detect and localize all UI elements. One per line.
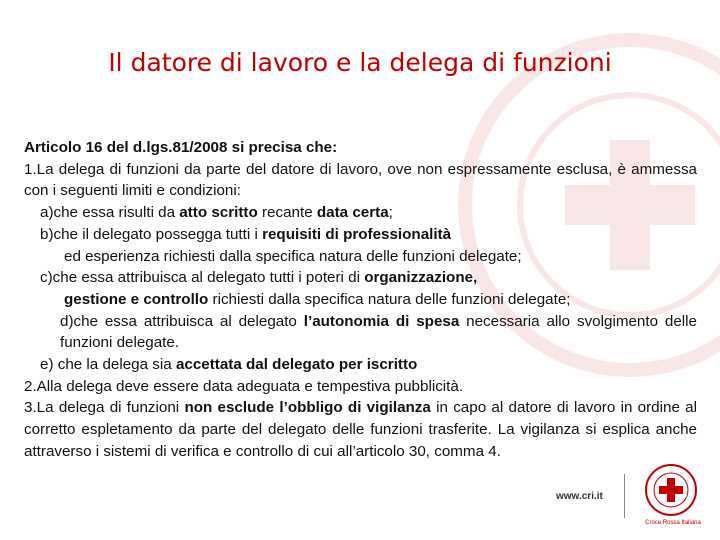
logo-caption: Croce Rossa Italiana [645,520,701,526]
condition-e: e) che la delega sia accettata dal delegato per iscritto [40,356,418,374]
paragraph-1: 1.La delega di funzioni da parte del datore di lavoro, ove non espressamente esclusa, è ammessa con i seguenti limiti e condizioni: [24,160,697,200]
slide-body [24,137,697,463]
footer-divider [624,474,625,518]
condition-b-continued: ed esperienza richiesti dalla specifica natura delle funzioni delegate; [64,247,522,265]
paragraph-3: 3.La delega di funzioni non esclude l’obbligo di vigilanza in capo al datore di lavoro in ordine al corretto espletamento da parte del delegato delle funzioni trasferite. La vigilanza si esplica anche attraverso i sistemi di verifica e controllo di cui all’articolo 30, comma 4. [24,399,697,460]
paragraph-2: 2.Alla delega deve essere data adeguata e tempestiva pubblicità. [24,377,464,395]
condition-c-continued: gestione e controllo richiesti dalla specifica natura delle funzioni delegate; [64,290,571,308]
footer-url-link[interactable]: www.cri.it [556,491,603,502]
condition-d: d)che essa attribuisca al delegato l’autonomia di spesa necessaria allo svolgimento delle funzioni delegate. [60,312,697,352]
article-heading: Articolo 16 del d.lgs.81/2008 si precisa che: [24,139,338,156]
condition-b: b)che il delegato possegga tutti i requisiti di professionalità [40,225,452,243]
red-cross-logo-icon [644,463,698,517]
condition-c: c)che essa attribuisca al delegato tutti i poteri di organizzazione, [40,269,478,287]
slide-title: Il datore di lavoro e la delega di funzioni [108,48,612,77]
condition-a: a)che essa risulti da atto scritto recante data certa; [40,204,393,222]
